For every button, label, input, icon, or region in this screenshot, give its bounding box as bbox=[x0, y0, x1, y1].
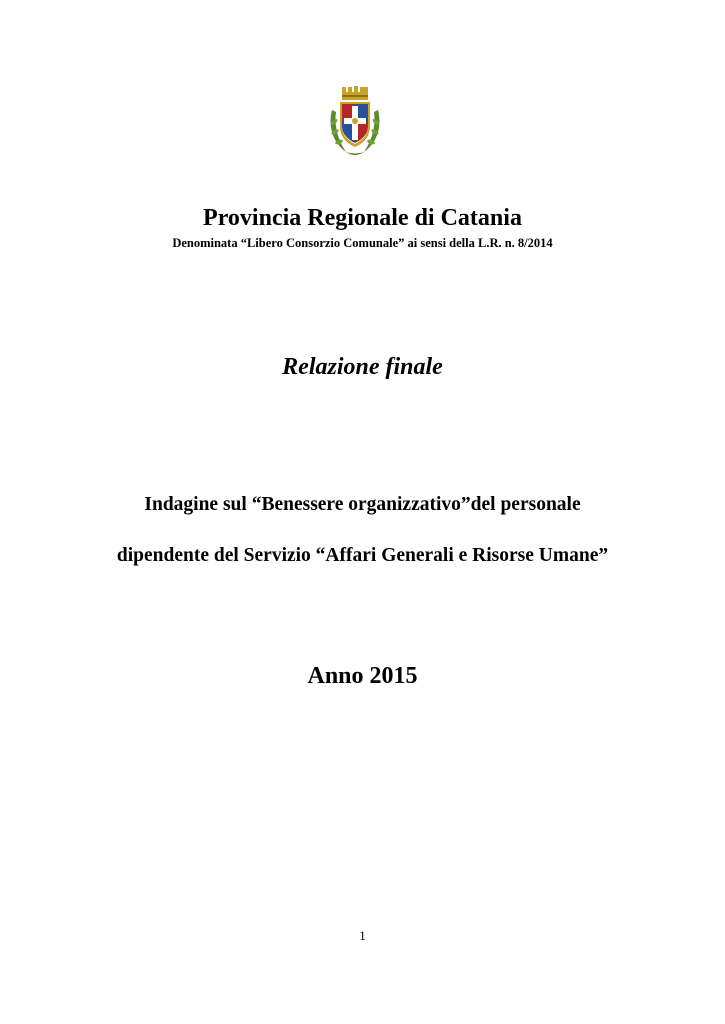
subject-line-2: dipendente del Servizio “Affari Generali e Risorse Umane” bbox=[116, 545, 609, 566]
report-year: Anno 2015 bbox=[307, 663, 418, 689]
report-title: Relazione finale bbox=[282, 354, 443, 380]
coat-of-arms-icon bbox=[324, 80, 386, 160]
subject-line-1: Indagine sul “Benessere organizzativo”del personale bbox=[144, 494, 581, 515]
page-number: 1 bbox=[359, 928, 366, 943]
organization-subtitle: Denominata “Libero Consorzio Comunale” ai sensi della L.R. n. 8/2014 bbox=[172, 236, 553, 250]
organization-name: Provincia Regionale di Catania bbox=[203, 205, 522, 231]
